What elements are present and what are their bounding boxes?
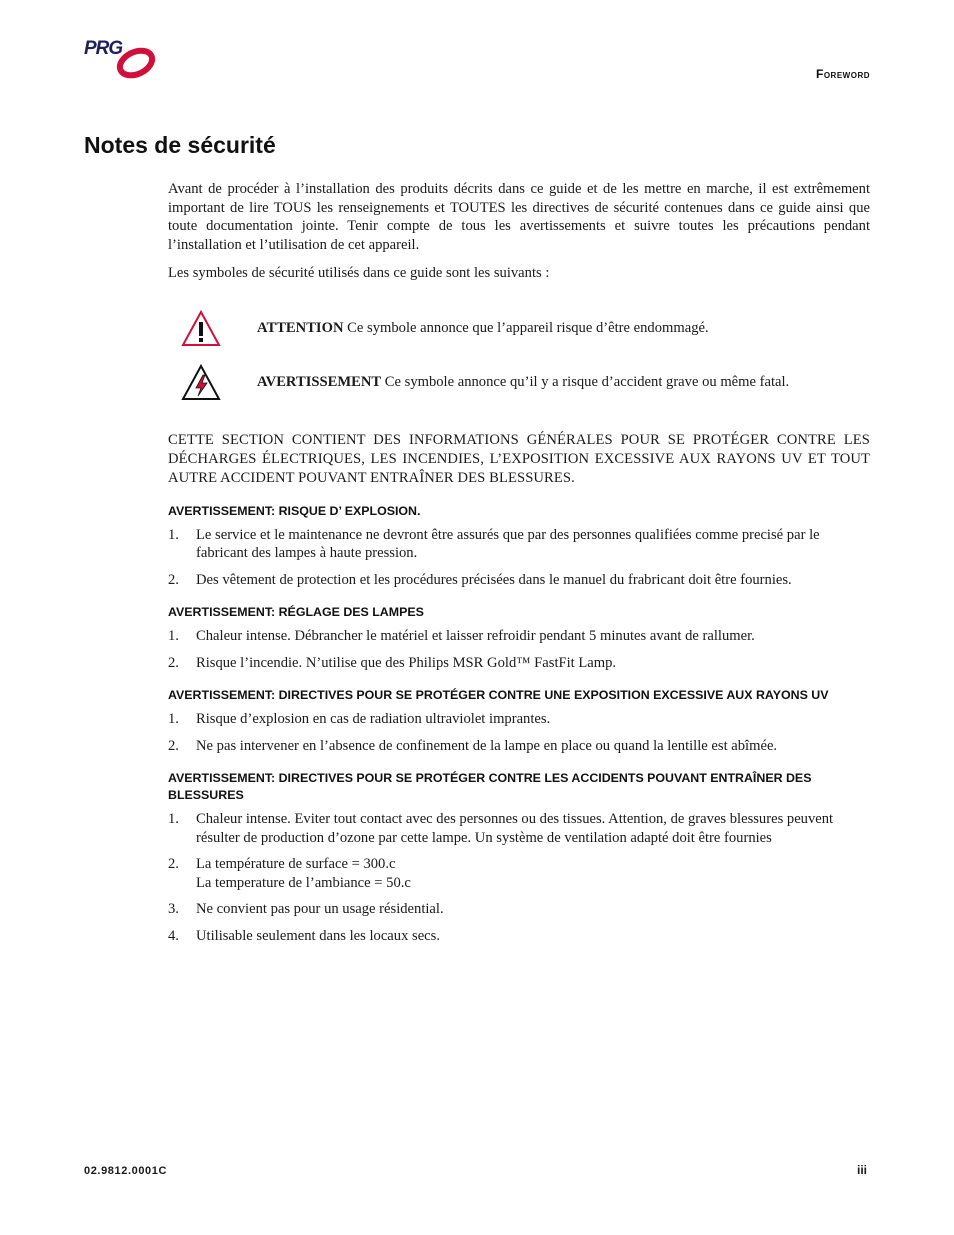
list-item (168, 654, 870, 673)
item-number: 1. (168, 526, 179, 543)
list-item (168, 900, 870, 919)
section-caps-paragraph: CETTE SECTION CONTIENT DES INFORMATIONS GÉNÉRALES POUR SE PROTÉGER CONTRE LES DÉCHARGES ÉLECTRIQUES, LES INCENDIES, L’EXPOSITION EXCESSIVE AUX RAYONS UV ET TOUT AUTRE ACCIDENT POUVANT ENTRAÎNER DES BLESSURES. (168, 431, 870, 486)
list-item (168, 737, 870, 756)
list-item (168, 810, 870, 847)
section-heading: AVERTISSEMENT: DIRECTIVES POUR SE PROTÉGER CONTRE LES ACCIDENTS POUVANT ENTRAÎNER DES BLESSURES (168, 771, 812, 802)
warning-list (168, 810, 870, 945)
item-text: Utilisable seulement dans les locaux secs. (196, 927, 440, 944)
prg-logo (84, 38, 160, 82)
warning-section (168, 770, 870, 945)
item-text: Risque d’explosion en cas de radiation ultraviolet imprantes. (196, 711, 551, 727)
list-item (168, 571, 870, 590)
item-number: 2. (168, 737, 179, 754)
symbol-row-warning (180, 363, 870, 403)
item-number: 1. (168, 811, 179, 827)
header-section-name: Foreword (816, 67, 870, 81)
section-heading: AVERTISSEMENT: RÉGLAGE DES LAMPES (168, 605, 424, 619)
item-text: Ne convient pas pour un usage résidential. (196, 901, 444, 917)
page-title: Notes de sécurité (84, 132, 276, 158)
warning-section (168, 604, 870, 672)
list-item (168, 627, 870, 646)
warning-list (168, 710, 870, 755)
item-number: 1. (168, 711, 179, 727)
item-text: Ne pas intervener en l’absence de confinement de la lampe en place ou quand la lentille est abîmée. (196, 737, 778, 754)
list-item (168, 855, 870, 892)
section-heading: AVERTISSEMENT: DIRECTIVES POUR SE PROTÉGER CONTRE UNE EXPOSITION EXCESSIVE AUX RAYONS UV (168, 688, 829, 702)
logo-swoosh-icon (114, 46, 158, 80)
item-text: Chaleur intense. Eviter tout contact avec des personnes ou des tissues. Attention, de graves blessures peuvent résulter de production d’ozone par cette lampe. Un système de ventilation adapté doit être fournies (196, 811, 834, 846)
list-item (168, 927, 870, 946)
symbol-desc-warning: Ce symbole annonce qu’il y a risque d’accident grave ou même fatal. (381, 374, 790, 391)
item-number: 1. (168, 628, 179, 644)
caution-triangle-icon (180, 309, 222, 349)
main-content (168, 180, 870, 953)
footer-page-number: iii (856, 1163, 867, 1177)
item-number: 3. (168, 901, 179, 917)
item-text: Risque l’incendie. N’utilise que des Philips MSR Gold™ FastFit Lamp. (196, 654, 617, 671)
item-text: Des vêtement de protection et les procédures précisées dans le manuel du frabricant doit être fournies. (196, 571, 792, 588)
list-item (168, 710, 870, 729)
symbol-text-attention (257, 319, 709, 338)
item-text: La température de surface = 300.c (196, 856, 396, 872)
electric-warning-triangle-icon (180, 363, 222, 403)
intro-paragraph: Avant de procéder à l’installation des produits décrits dans ce guide et de les mettre en marche, il est extrêmement important de lire TOUS les renseignements et TOUTES les directives de sécurité contenues dans ce guide ainsi que toute documentation jointe. Tenir compte de tous les avertissements et suivre toutes les précautions pendant l’installation et l’utilisation de cet appareil. (168, 181, 870, 253)
symbol-label-attention: ATTENTION (257, 320, 344, 337)
warning-list (168, 526, 870, 590)
warning-section (168, 687, 870, 755)
symbol-label-warning: AVERTISSEMENT (257, 374, 382, 391)
item-number: 4. (168, 927, 179, 944)
item-text: Chaleur intense. Débrancher le matériel et laisser refroidir pendant 5 minutes avant de rallumer. (196, 628, 755, 644)
item-text-second-line: La temperature de l’ambiance = 50.c (196, 874, 411, 891)
item-number: 2. (168, 654, 179, 671)
item-text: Le service et le maintenance ne devront être assurés que par des personnes qualifiées comme precisé par le fabricant des lampes à haute pression. (196, 526, 820, 561)
item-number: 2. (168, 571, 179, 588)
logo-text: PRG (84, 38, 123, 59)
footer-doc-number: 02.9812.0001C (84, 1165, 168, 1177)
symbol-row-attention (180, 309, 870, 349)
warning-list (168, 627, 870, 672)
section-heading: AVERTISSEMENT: RISQUE D’ EXPLOSION. (168, 503, 421, 518)
warning-section (168, 503, 870, 590)
symbol-desc-attention: Ce symbole annonce que l’appareil risque d’être endommagé. (343, 320, 709, 337)
symbol-text-warning (257, 373, 789, 392)
symbols-intro: Les symboles de sécurité utilisés dans ce guide sont les suivants : (168, 265, 550, 281)
item-number: 2. (168, 856, 179, 872)
list-item (168, 526, 870, 563)
